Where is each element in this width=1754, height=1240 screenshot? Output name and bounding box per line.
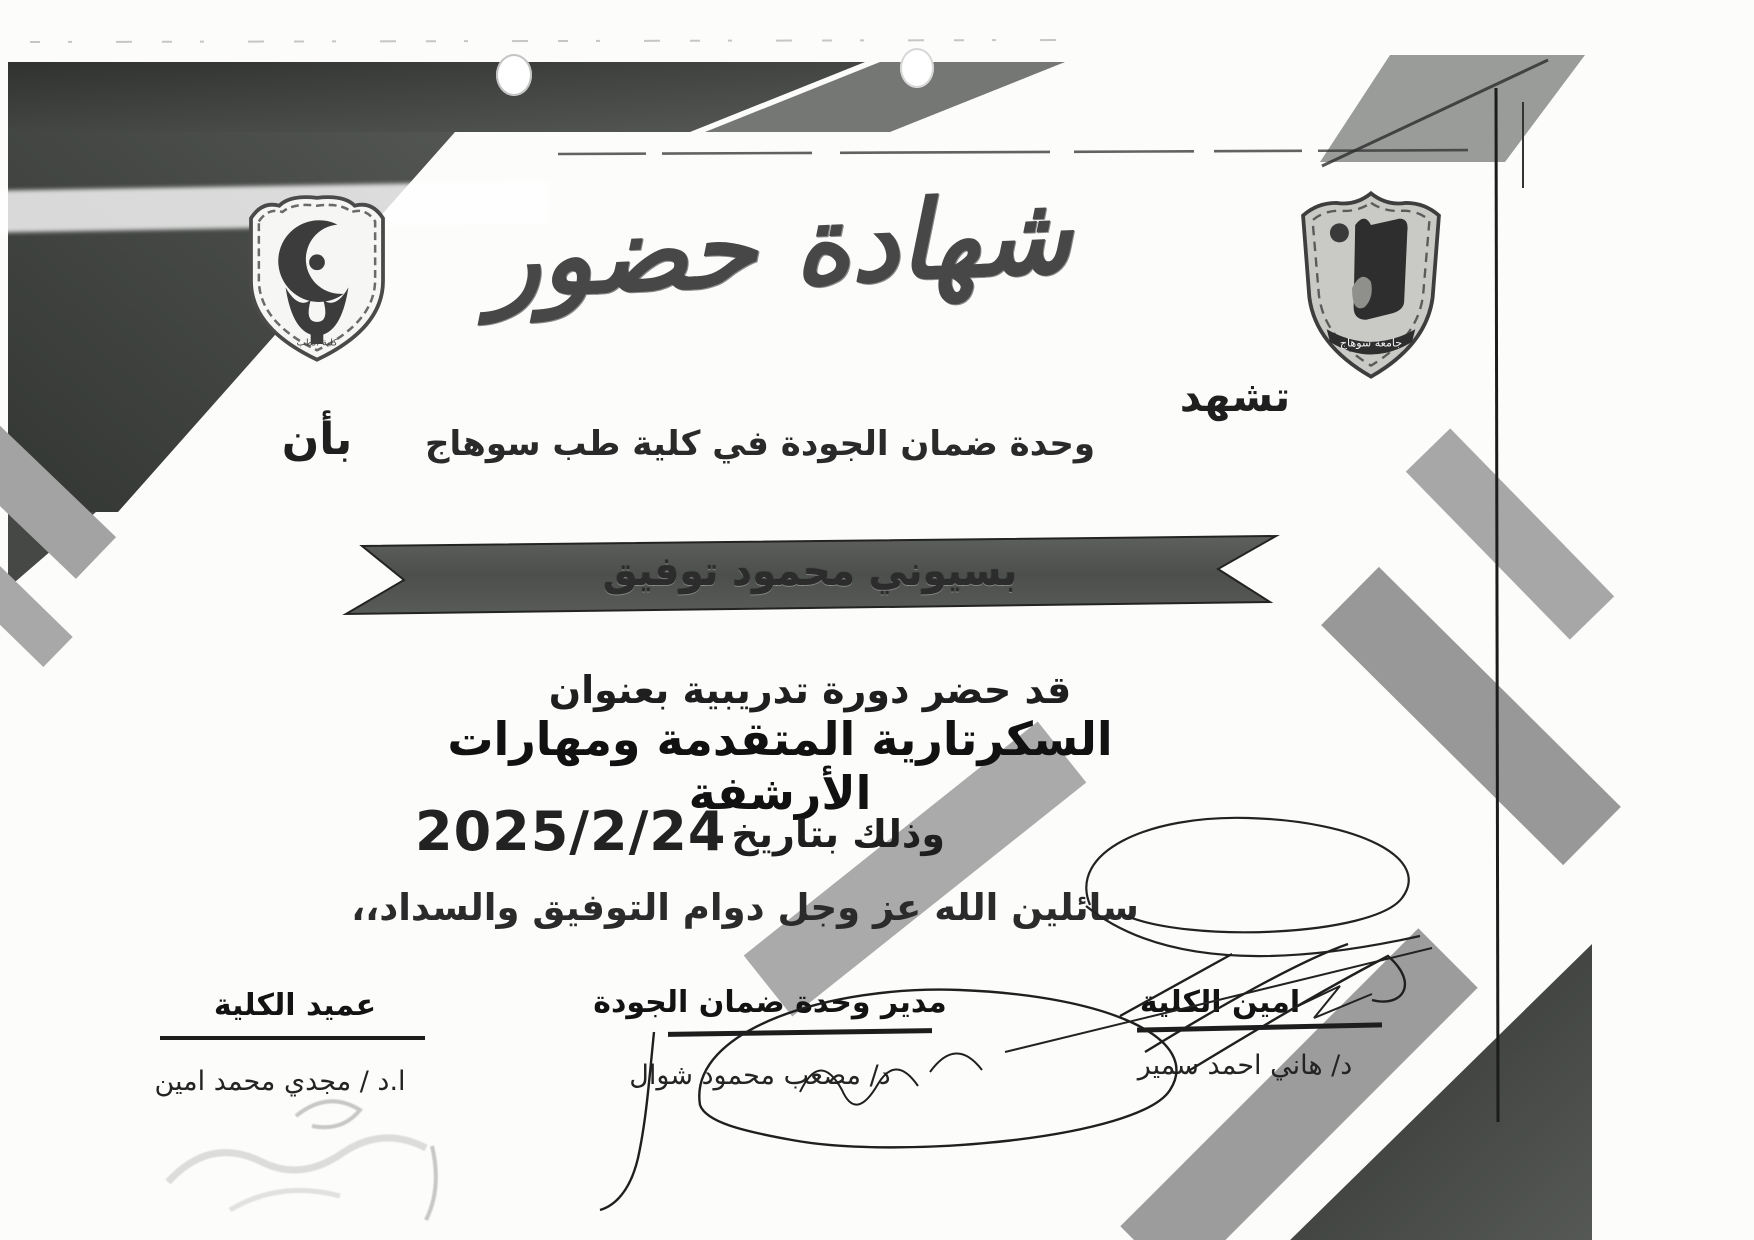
dean-title: عميد الكلية (213, 988, 377, 1023)
date-value: 2025/2/24 (415, 800, 727, 863)
attest-word: تشهد (1179, 372, 1291, 421)
issuer-line: وحدة ضمان الجودة في كلية طب سوهاج (425, 424, 1095, 464)
secretary-title: امين الكلية (1139, 985, 1301, 1020)
dean-stamp (168, 1101, 436, 1220)
recipient-name: بسيوني محمود توفيق (602, 550, 1018, 595)
emblem-caption: كلية الطب (296, 337, 338, 349)
qa-director-title: مدير وحدة ضمان الجودة (593, 985, 947, 1020)
closing-line: سائلين الله عز وجل دوام التوفيق والسداد،، (351, 886, 1139, 929)
certificate-title: شهادة حضور (485, 172, 1074, 323)
that-word: بأن (281, 414, 353, 465)
secretary-name: د/ هاني احمد سمير (1137, 1050, 1353, 1081)
dean-name: ا.د / مجدي محمد امين (154, 1066, 406, 1097)
date-label: وذلك بتاريخ (731, 812, 945, 856)
emblem-caption: جامعة سوهاج (1339, 336, 1403, 350)
course-title: السكرتارية المتقدمة ومهارات الأرشفة (447, 712, 1113, 820)
secretary-signature (1005, 818, 1432, 1052)
attendance-line: قد حضر دورة تدريبية بعنوان (548, 668, 1072, 712)
qa-director-name: د/ مصعب محمود شوال (629, 1060, 891, 1091)
